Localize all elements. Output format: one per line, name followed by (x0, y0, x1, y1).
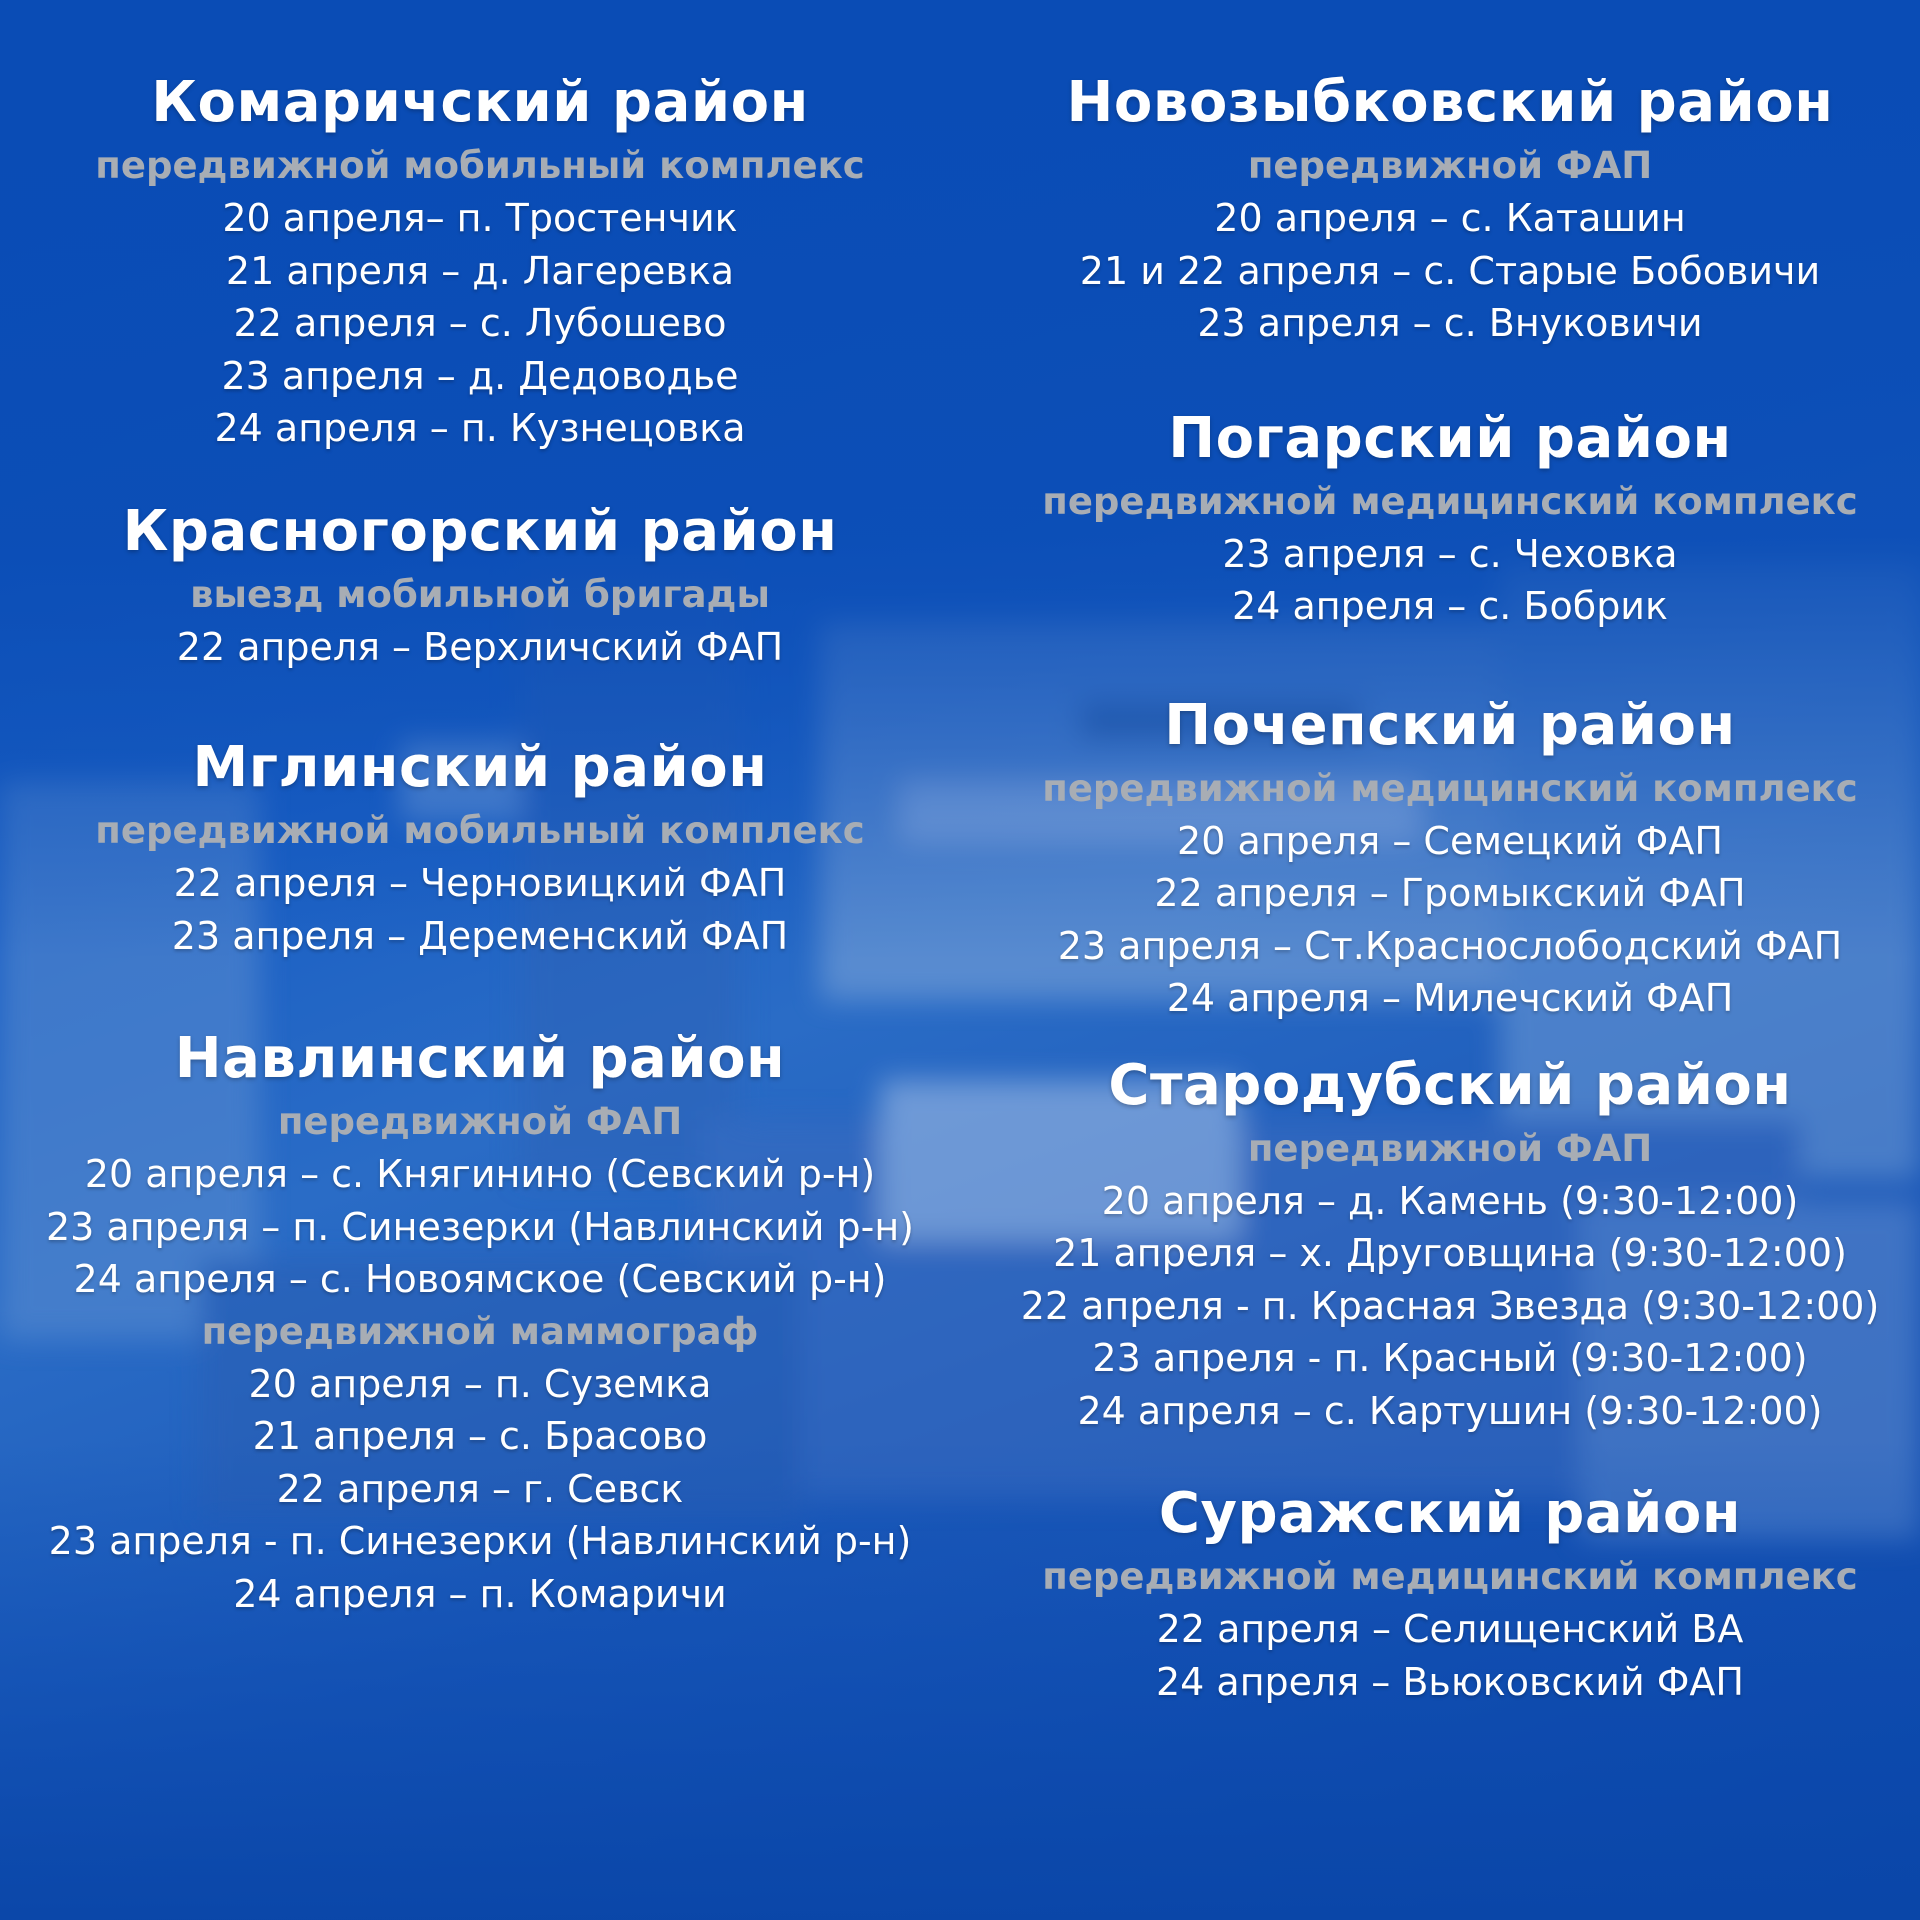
district-novozybkovsky (1010, 66, 1890, 350)
service-type: передвижной мобильный комплекс (95, 144, 865, 187)
schedule-entry: 21 апреля – с. Брасово (252, 1414, 708, 1458)
schedule-entry: 24 апреля – п. Кузнецовка (214, 406, 746, 450)
district-title: Суражский район (1158, 1481, 1742, 1546)
schedule-entry: 24 апреля – с. Бобрик (1232, 584, 1668, 628)
schedule-entry: 22 апреля – Громыкский ФАП (1154, 871, 1746, 915)
schedule-entry: 22 апреля – Верхличский ФАП (176, 624, 784, 669)
district-title: Мглинский район (192, 735, 768, 800)
district-title: Комаричский район (151, 70, 809, 135)
service-type: передвижной медицинский комплекс (1042, 1555, 1858, 1598)
district-surazhsky (1010, 1477, 1890, 1708)
district-navlinsky (20, 1022, 940, 1620)
district-title: Стародубский район (1108, 1052, 1792, 1118)
schedule-entry: 24 апреля – с. Новоямское (Севский р-н) (73, 1257, 887, 1301)
district-title: Красногорский район (122, 498, 838, 564)
schedule-entry: 23 апреля - п. Красный (9:30-12:00) (1092, 1336, 1808, 1380)
schedule-entry: 24 апреля – Милечский ФАП (1166, 976, 1734, 1020)
service-type: выезд мобильной бригады (190, 572, 770, 616)
district-komarichsky (20, 66, 940, 455)
district-pochepsky (1010, 689, 1890, 1025)
schedule-entry: 20 апреля – с. Каташин (1214, 196, 1686, 240)
right-column (1010, 66, 1890, 1708)
schedule-entry: 22 апреля – с. Лубошево (233, 301, 727, 345)
schedule-entry: 20 апреля – д. Камень (9:30-12:00) (1101, 1178, 1799, 1223)
service-type: передвижной маммограф (201, 1309, 759, 1353)
schedule-entry: 23 апреля – с. Внуковичи (1197, 301, 1703, 345)
schedule-entry: 24 апреля – с. Картушин (9:30-12:00) (1077, 1388, 1823, 1433)
district-title: Погарский район (1168, 405, 1732, 471)
district-title: Почепский район (1164, 692, 1736, 758)
schedule-entry: 20 апреля – Семецкий ФАП (1177, 818, 1723, 863)
service-type: передвижной ФАП (1247, 1126, 1653, 1170)
district-starodubsky (1010, 1049, 1890, 1438)
schedule-entry: 22 апреля – Селищенский ВА (1156, 1607, 1744, 1651)
service-type: передвижной медицинский комплекс (1042, 766, 1858, 810)
district-title: Навлинский район (174, 1026, 786, 1091)
district-pogarsky (1010, 402, 1890, 633)
district-title: Новозыбковский район (1066, 70, 1834, 135)
district-mglinsky (20, 731, 940, 962)
schedule-entry: 20 апреля – с. Княгинино (Севский р-н) (84, 1152, 876, 1196)
left-column (20, 66, 940, 1620)
schedule-entry: 23 апреля - п. Синезерки (Навлинский р-н) (48, 1519, 912, 1563)
service-type: передвижной медицинский комплекс (1042, 479, 1858, 523)
schedule-entry: 23 апреля – п. Синезерки (Навлинский р-н) (46, 1204, 914, 1249)
schedule-entry: 23 апреля – Деременский ФАП (171, 913, 789, 958)
schedule-entry: 24 апреля – Вьюковский ФАП (1155, 1659, 1745, 1704)
schedule-entry: 23 апреля – д. Дедоводье (221, 353, 739, 398)
district-krasnogorsky (20, 495, 940, 674)
schedule-entry: 21 апреля – д. Лагеревка (225, 248, 735, 293)
schedule-entry: 22 апреля - п. Красная Звезда (9:30-12:00) (1020, 1283, 1880, 1328)
schedule-entry: 20 апреля – п. Суземка (248, 1361, 712, 1406)
service-type: передвижной ФАП (1247, 144, 1653, 187)
schedule-entry: 23 апреля – с. Чеховка (1222, 531, 1678, 576)
schedule-entry: 22 апреля – Черновицкий ФАП (173, 861, 787, 905)
schedule-entry: 21 апреля – х. Друговщина (9:30-12:00) (1053, 1231, 1847, 1275)
schedule-entry: 23 апреля – Ст.Краснослободский ФАП (1057, 923, 1843, 968)
schedule-entry: 22 апреля – г. Севск (276, 1466, 684, 1511)
service-type: передвижной ФАП (277, 1100, 683, 1143)
schedule-entry: 24 апреля – п. Комаричи (233, 1571, 727, 1616)
service-type: передвижной мобильный комплекс (95, 809, 865, 852)
schedule-entry: 21 и 22 апреля – с. Старые Бобовичи (1079, 248, 1821, 293)
schedule-entry: 20 апреля– п. Тростенчик (222, 196, 738, 240)
